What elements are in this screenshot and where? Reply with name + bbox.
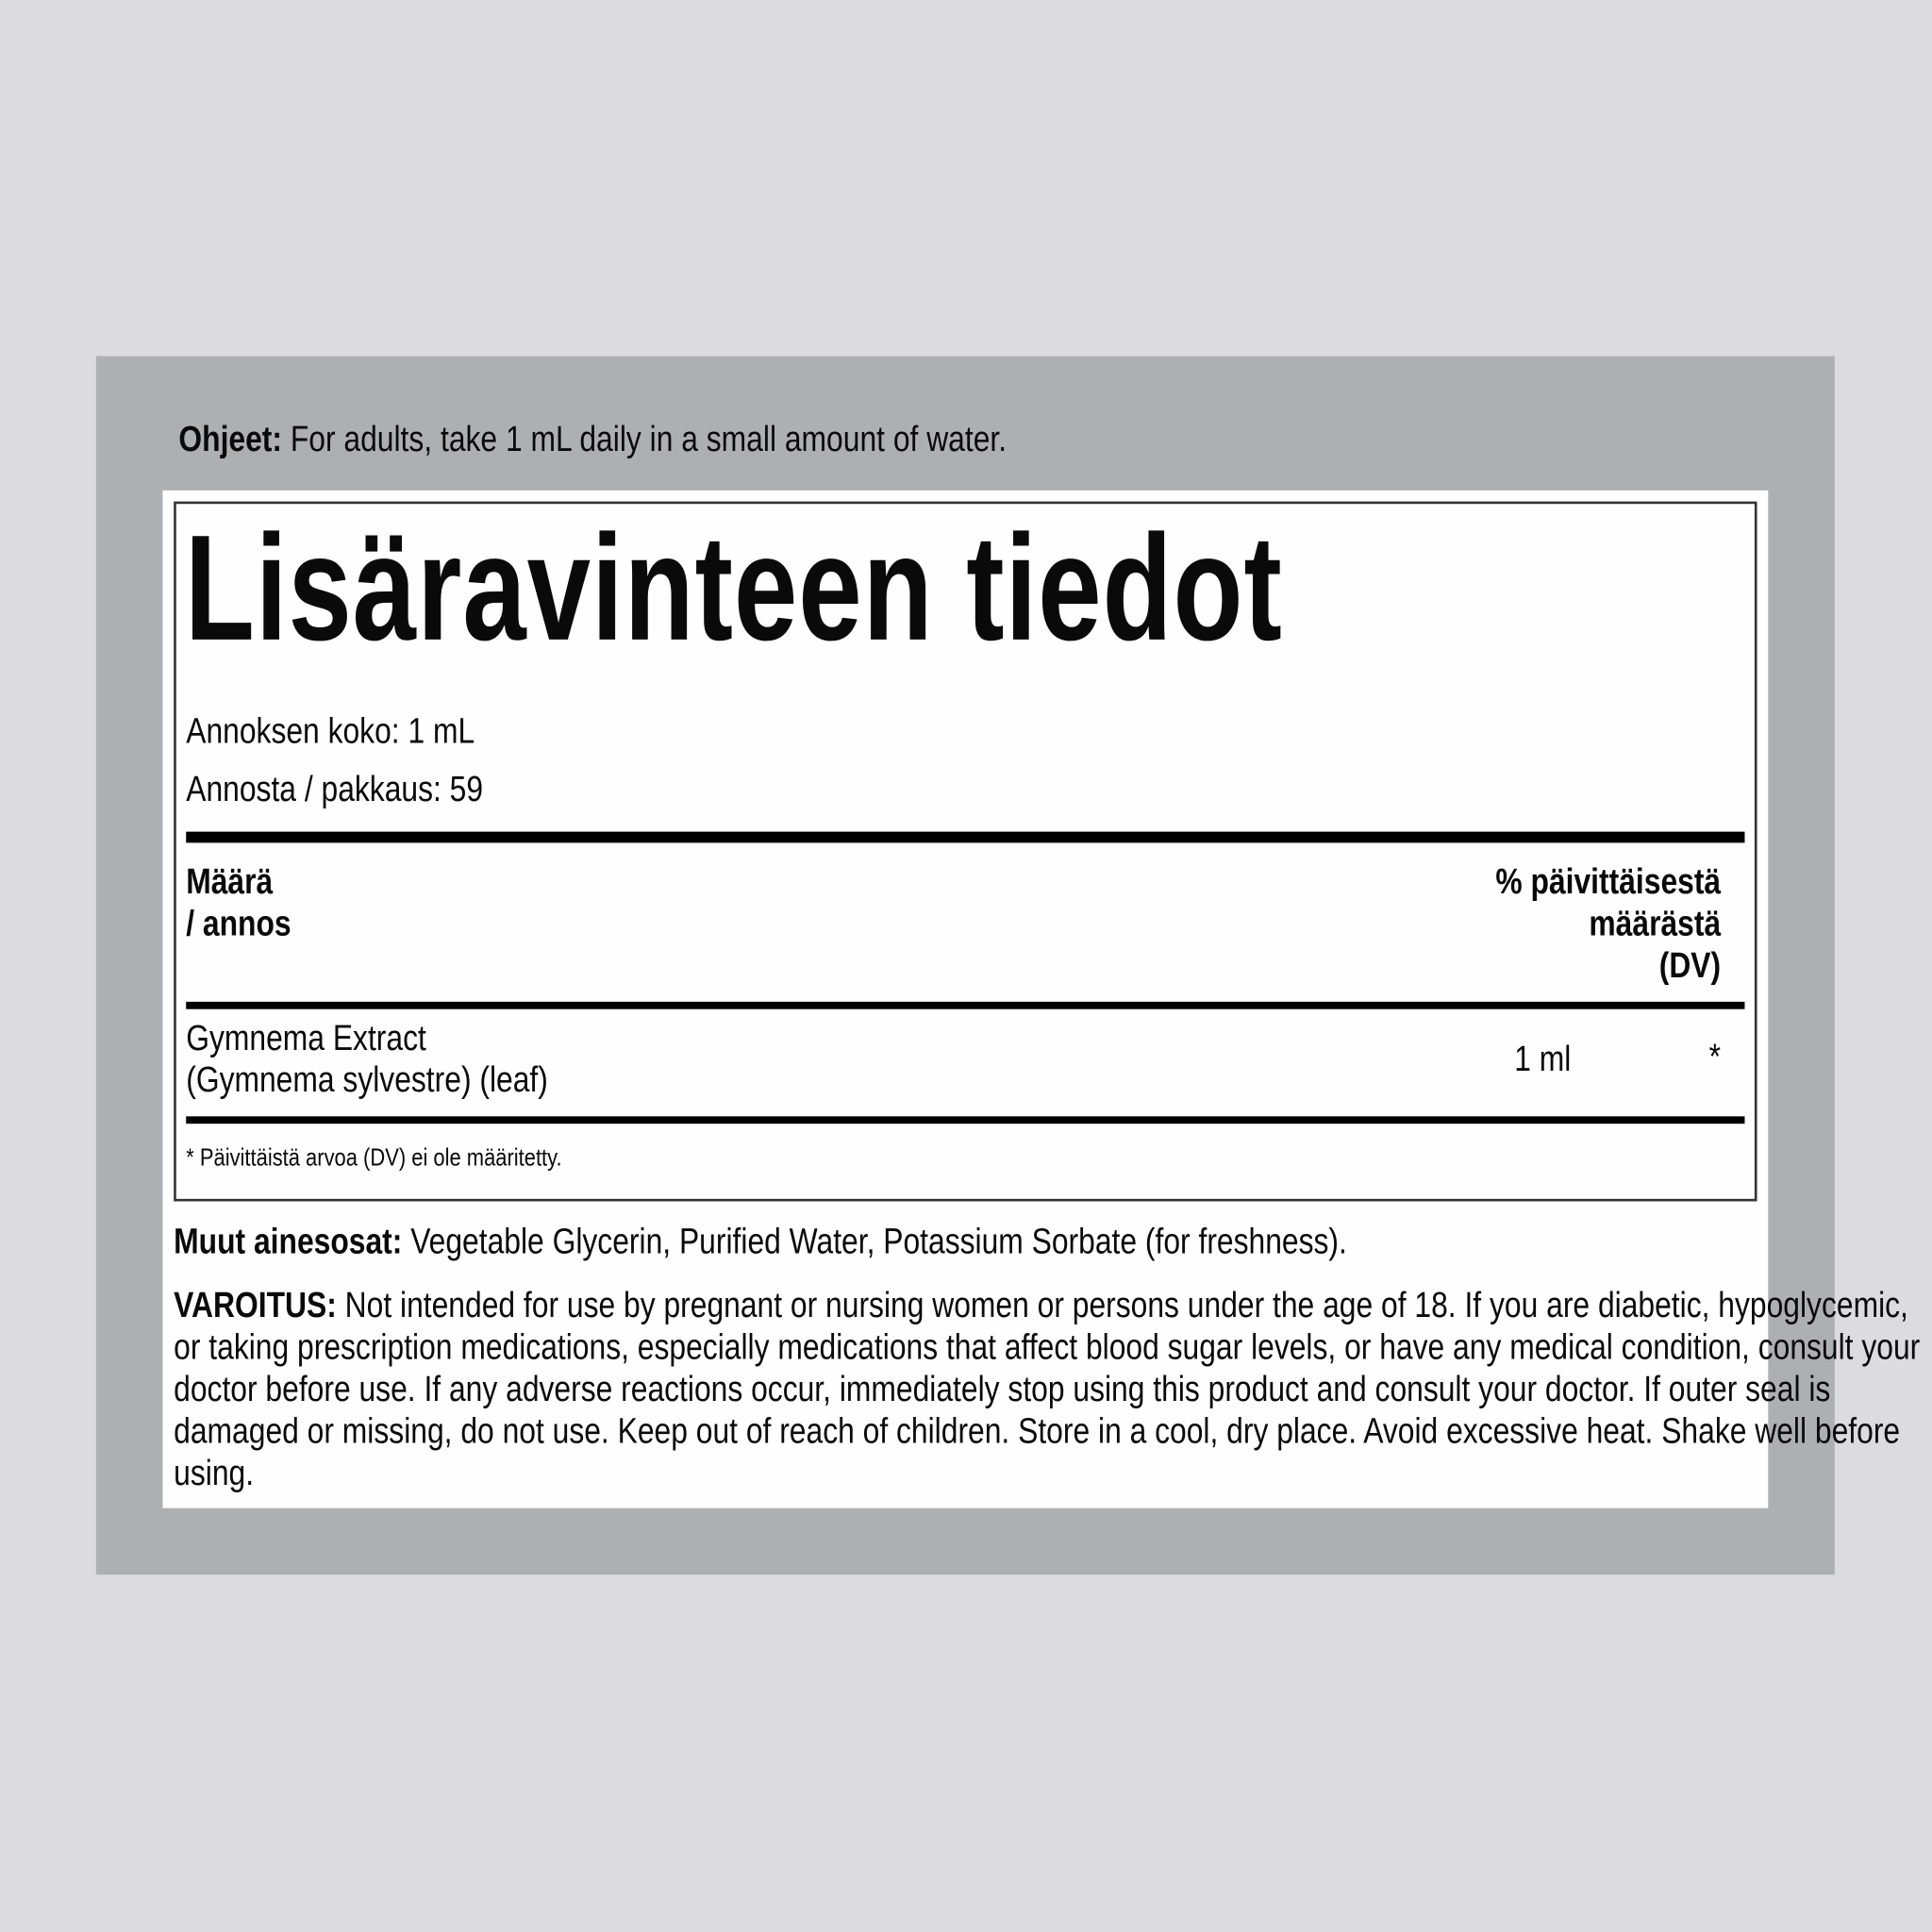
header-dv-line2: määrästä	[1589, 904, 1722, 944]
other-ingredients-text: Vegetable Glycerin, Purified Water, Potassium Sorbate (for freshness).	[402, 1222, 1347, 1262]
header-amount-line2: / annos	[186, 904, 291, 944]
facts-title: Lisäravinteen tiedot	[184, 504, 1283, 672]
bottom-divider	[186, 1116, 1744, 1124]
medium-divider	[186, 1002, 1744, 1009]
directions-label: Ohjeet:	[178, 420, 282, 460]
header-amount	[186, 861, 291, 945]
warning-text: Not intended for use by pregnant or nursing women or persons under the age of 18. If you are diabetic, hypoglycemic, or taking prescription medications, especially medications that affect blood sugar levels, or have any medical condition, consult your doctor before use. If any adverse reactions occur, immediately stop using this product and consult your doctor. If outer seal is damaged or missing, do not use. Keep out of reach of children. Store in a cool, dry place. Avoid excessive heat. Shake well before using.	[174, 1286, 1921, 1494]
warning-label: VAROITUS:	[174, 1286, 337, 1326]
serving-size: Annoksen koko: 1 mL	[186, 711, 475, 752]
header-amount-line1: Määrä	[186, 862, 274, 903]
header-dv-line3: (DV)	[1659, 946, 1722, 986]
directions	[178, 419, 1007, 460]
other-ingredients	[174, 1221, 1347, 1262]
warning	[174, 1285, 1932, 1494]
servings-per-container: Annosta / pakkaus: 59	[186, 770, 484, 810]
ingredient-amount: 1 ml	[1514, 1040, 1572, 1080]
ingredient-name	[186, 1018, 548, 1102]
other-ingredients-label: Muut ainesosat:	[174, 1222, 403, 1262]
ingredient-name-line2: (Gymnema sylvestre) (leaf)	[186, 1060, 548, 1101]
directions-text: For adults, take 1 mL daily in a small amount of water.	[281, 420, 1008, 460]
ingredient-name-line1: Gymnema Extract	[186, 1019, 426, 1058]
ingredient-dv: *	[1708, 1037, 1721, 1077]
footnote: * Päivittäistä arvoa (DV) ei ole määritetty.	[186, 1144, 562, 1173]
header-dv-line1: % päivittäisestä	[1495, 862, 1722, 903]
header-dv	[1496, 861, 1722, 987]
thick-divider	[186, 832, 1744, 843]
